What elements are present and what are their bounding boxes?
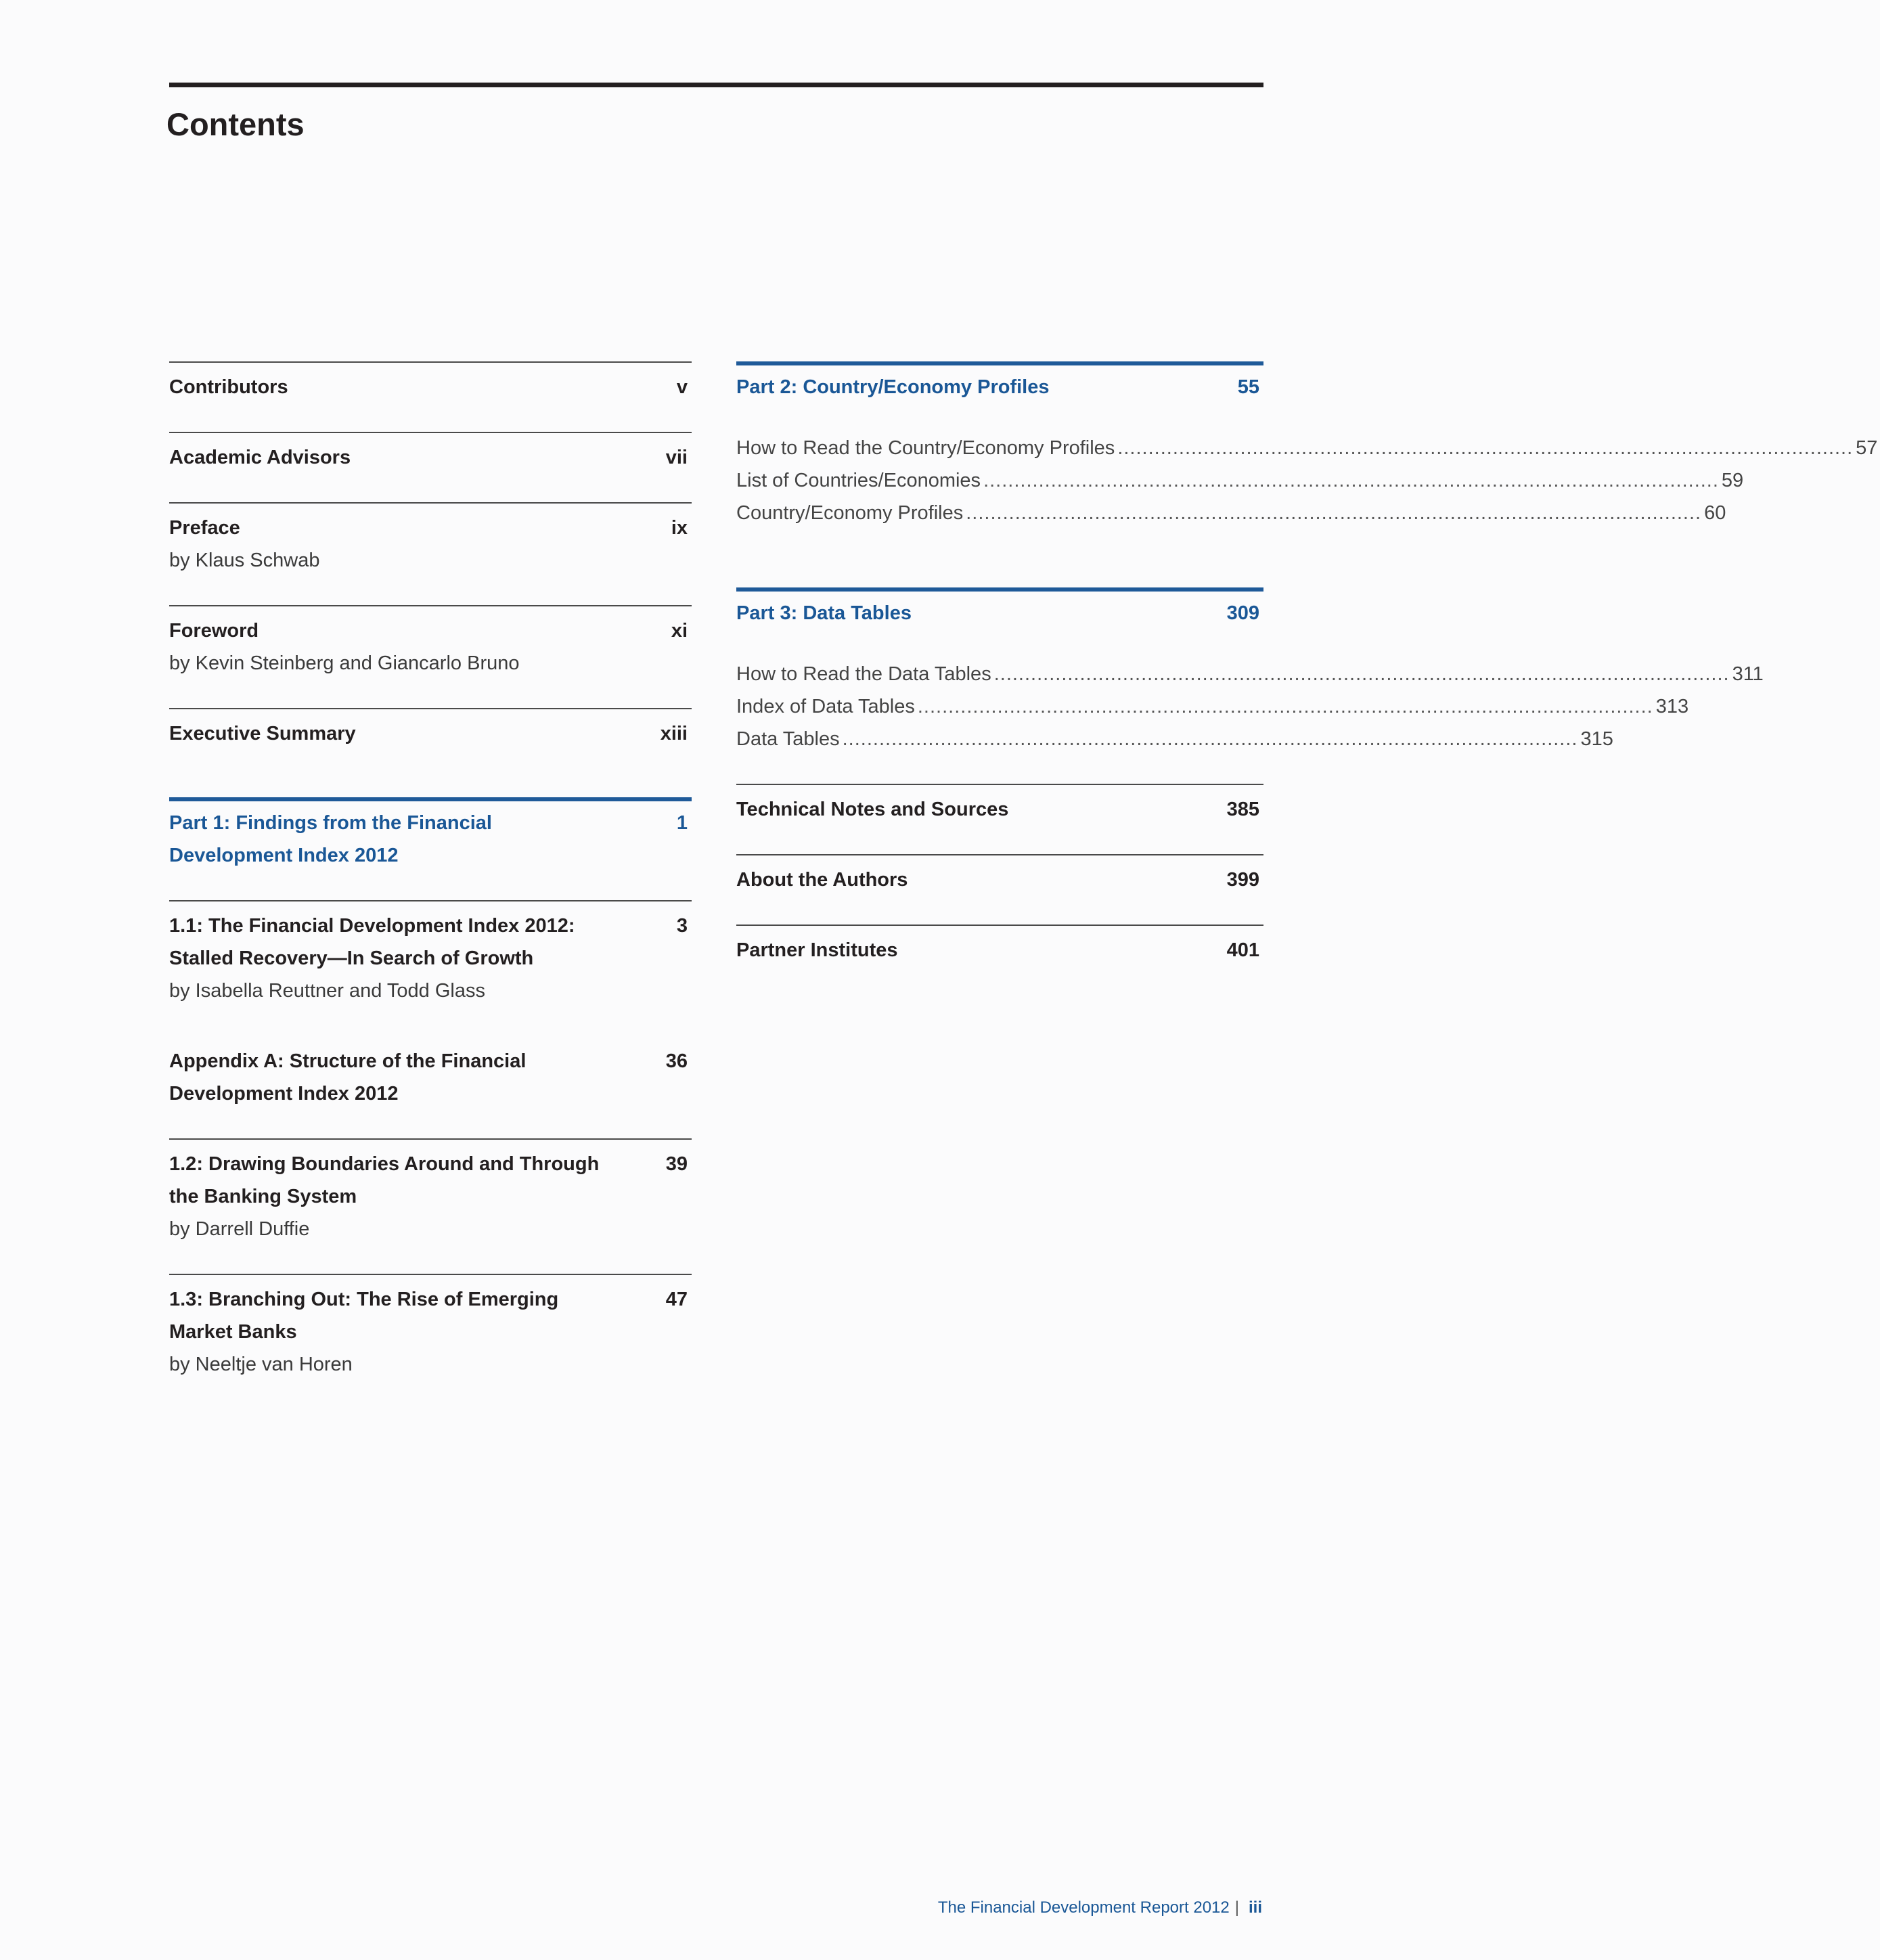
entry-page: 36 <box>665 1050 688 1072</box>
dot-leader: ........................................................................................................................ <box>917 696 1653 717</box>
entry-title: Part 1: Findings from the Financial Development Index 2012 <box>169 812 492 866</box>
entry-page: 385 <box>1226 799 1259 820</box>
entry-author: by Klaus Schwab <box>169 550 320 571</box>
toc-entry-appendix-a[interactable] <box>169 1035 692 1110</box>
toc-entry-academic-advisors[interactable] <box>169 432 692 474</box>
entry-page: ix <box>671 517 688 539</box>
subitem-title: List of Countries/Economies <box>736 470 981 491</box>
toc-entry-part1[interactable] <box>169 797 692 872</box>
subitem-page: 60 <box>1704 502 1726 524</box>
toc-subitem[interactable] <box>736 464 1744 497</box>
entry-title: Part 3: Data Tables <box>736 602 912 624</box>
entry-page: xiii <box>660 723 688 744</box>
entry-title: Partner Institutes <box>736 939 898 961</box>
toc-entry-chapter-1-2[interactable] <box>169 1138 692 1245</box>
part2-sublist <box>736 432 1878 529</box>
subitem-title: Country/Economy Profiles <box>736 502 964 524</box>
entry-page: 401 <box>1226 939 1259 961</box>
subitem-title: How to Read the Country/Economy Profiles <box>736 437 1115 459</box>
dot-leader: ........................................................................................................................ <box>993 663 1730 685</box>
entry-author: by Neeltje van Horen <box>169 1354 353 1375</box>
entry-page: 3 <box>676 915 688 937</box>
toc-entry-part2[interactable] <box>736 361 1878 529</box>
entry-title: Part 2: Country/Economy Profiles <box>736 376 1050 398</box>
dot-leader: ........................................................................................................................ <box>983 470 1719 491</box>
entry-title: 1.1: The Financial Development Index 2012: Stalled Recovery—In Search of Growth <box>169 915 575 969</box>
entry-title: Appendix A: Structure of the Financial Development Index 2012 <box>169 1050 527 1105</box>
toc-right-column <box>736 361 1878 995</box>
toc-entry-technical-notes[interactable] <box>736 784 1263 826</box>
subitem-page: 57 <box>1856 437 1878 459</box>
entry-page: 55 <box>1237 376 1259 398</box>
toc-entry-partner-institutes[interactable] <box>736 925 1263 966</box>
top-rule <box>169 83 1263 87</box>
toc-subitem[interactable] <box>736 497 1726 529</box>
part3-sublist <box>736 658 1764 755</box>
toc-subitem[interactable] <box>736 690 1689 723</box>
entry-title: Executive Summary <box>169 723 356 744</box>
toc-subitem[interactable] <box>736 432 1878 464</box>
entry-author: by Darrell Duffie <box>169 1218 310 1240</box>
entry-title: Technical Notes and Sources <box>736 799 1009 820</box>
entry-page: 1 <box>676 812 688 834</box>
toc-left-column <box>169 361 692 1409</box>
toc-subitem[interactable] <box>736 658 1764 690</box>
footer-page-number: iii <box>1248 1898 1262 1917</box>
page-footer <box>938 1898 1262 1917</box>
entry-title: 1.3: Branching Out: The Rise of Emerging Market Banks <box>169 1289 559 1343</box>
entry-author: by Isabella Reuttner and Todd Glass <box>169 980 485 1002</box>
entry-page: 309 <box>1226 602 1259 624</box>
entry-title: About the Authors <box>736 869 908 891</box>
entry-page: v <box>676 376 688 398</box>
toc-entry-executive-summary[interactable] <box>169 708 692 750</box>
entry-title: Contributors <box>169 376 288 398</box>
entry-page: 47 <box>665 1289 688 1310</box>
toc-entry-preface[interactable] <box>169 502 692 577</box>
dot-leader: ........................................................................................................................ <box>842 728 1578 750</box>
entry-page: 399 <box>1226 869 1259 891</box>
entry-page: 39 <box>665 1153 688 1175</box>
toc-entry-foreword[interactable] <box>169 605 692 680</box>
subitem-title: How to Read the Data Tables <box>736 663 991 685</box>
toc-entry-chapter-1-3[interactable] <box>169 1274 692 1381</box>
toc-entry-about-authors[interactable] <box>736 854 1263 896</box>
subitem-page: 315 <box>1580 728 1613 750</box>
footer-title: The Financial Development Report 2012 <box>937 1898 1230 1917</box>
entry-page: vii <box>665 447 688 468</box>
entry-title: Preface <box>169 517 240 539</box>
entry-author: by Kevin Steinberg and Giancarlo Bruno <box>169 652 520 674</box>
subitem-page: 313 <box>1655 696 1689 717</box>
toc-entry-contributors[interactable] <box>169 361 692 403</box>
toc-subitem[interactable] <box>736 723 1613 755</box>
toc-entry-part3[interactable] <box>736 587 1764 755</box>
subitem-title: Index of Data Tables <box>736 696 915 717</box>
entry-title: 1.2: Drawing Boundaries Around and Through the Banking System <box>169 1153 600 1207</box>
subitem-title: Data Tables <box>736 728 840 750</box>
subitem-page: 311 <box>1732 663 1764 685</box>
dot-leader: ........................................................................................................................ <box>966 502 1702 524</box>
footer-separator: | <box>1234 1898 1239 1917</box>
subitem-page: 59 <box>1721 470 1744 491</box>
toc-entry-chapter-1-1[interactable] <box>169 900 692 1007</box>
entry-title: Academic Advisors <box>169 447 351 468</box>
page-title: Contents <box>166 106 305 142</box>
dot-leader: ........................................................................................................................ <box>1117 437 1854 459</box>
entry-title: Foreword <box>169 620 259 642</box>
entry-page: xi <box>671 620 688 642</box>
